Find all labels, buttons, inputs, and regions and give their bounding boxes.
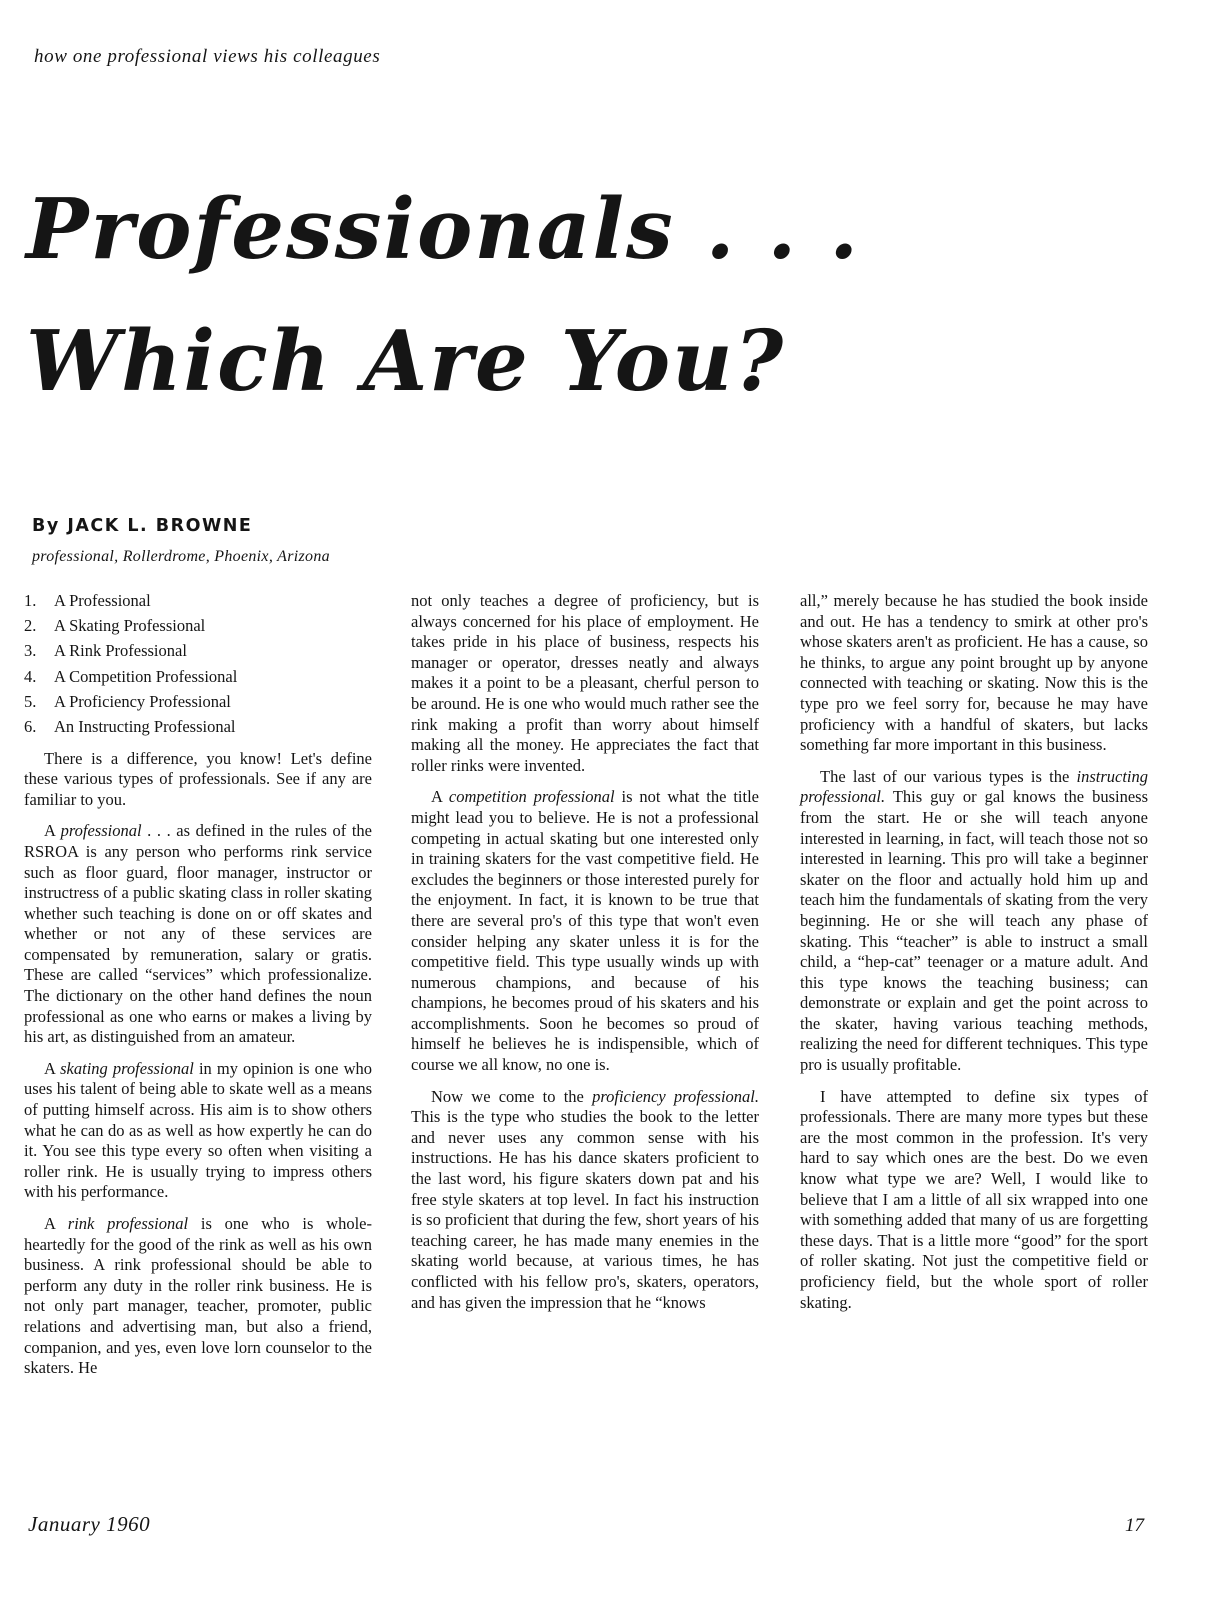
list-item: 6. An Instructing Professional — [24, 716, 236, 736]
column-1 — [24, 591, 372, 1390]
paragraph-proficiency-professional: Now we come to the proficiency professional. This is the type who studies the book to the letter and never uses any common sense with his instructions. He has his dance skaters proficient to the last word, his figure skaters down pat and his free style skaters at top level. In fact his instruction is so proficient that during the few, short years of his teaching career, he has made many enemies in the skating world because, at various times, he has conflicted with his fellow pro's, skaters, operators, and has given the impression that he “knows — [411, 1086, 759, 1312]
paragraph-conclusion: I have attempted to define six types of professionals. There are many more types but these are the most common in the profession. It's very hard to say which ones are the best. Do we even know what type we are? Well, I would like to believe that I am a little of all six wrapped into one with something added that many of us are forgetting these days. That is a little more “good” for the sport of roller skating. Not just the competitive field or proficiency field, but the whole sport of roller skating. — [800, 1086, 1148, 1312]
column-2 — [411, 591, 759, 1324]
column-3 — [800, 591, 1148, 1324]
issue-date: January 1960 — [28, 1512, 151, 1536]
list-item: 5. A Proficiency Professional — [24, 691, 231, 711]
list-item: 2. A Skating Professional — [24, 616, 206, 636]
list-item: 1. A Professional — [24, 591, 151, 610]
paragraph-instructing-professional: The last of our various types is the instructing professional. This guy or gal knows the business from the start. He or she will teach anyone interested in learning, in fact, will teach those not so interested in learning. This pro will take a beginner skater on the floor and actually hold him up and teach him the fundamentals of skating from the very beginning. He or she will teach any phase of skating. This “teacher” is able to instruct a small child, a “hep-cat” teenager or a mature adult. And this type knows the teaching business; can demonstrate or explain and get the point across to the skater, having various teaching methods, realizing the need for different techniques. This type pro is usually profitable. — [800, 766, 1148, 1075]
paragraph-professional: A professional . . . as defined in the rules of the RSROA is any person who performs rink service such as floor guard, floor manager, instructor or instructress of a public skating class in roller skating whether such teaching is done on or off skates and whether or not any of these services are compensated by remuneration, salary or gratis. These are called “services” which professionalize. The dictionary on the other hand defines the noun professional as one who earns or makes a living by his art, as distinguished from an amateur. — [24, 821, 372, 1047]
author-affiliation: professional, Rollerdrome, Phoenix, Arizona — [32, 548, 330, 565]
byline: By JACK L. BROWNE — [32, 516, 253, 536]
kicker: how one professional views his colleagues — [34, 46, 381, 67]
page-number: 17 — [1125, 1515, 1144, 1536]
list-item: 3. A Rink Professional — [24, 641, 187, 661]
title-line-1: Professionals . . . — [26, 180, 861, 278]
paragraph-rink-professional: A rink professional is one who is whole-heartedly for the good of the rink as well as his own business. A rink professional should be able to perform any duty in the roller rink business. He is not only part manager, teacher, promoter, public relations and advertising man, but also a friend, companion, and yes, even love lorn counselor to the skaters. He — [24, 1214, 372, 1378]
list-item: 4. A Competition Professional — [24, 666, 238, 686]
intro-paragraph: There is a difference, you know! Let's define these various types of professionals. See if any are familiar to you. — [24, 748, 372, 809]
paragraph-rink-continued: not only teaches a degree of proficiency, but is always concerned for his place of employment. He takes pride in his place of business, respects his manager or operator, dresses neatly and always makes it a point to be a pleasant, cherful person to be around. He is one who would much rather see the rink making a profit than worry about himself making all the money. He appreciates the fact that roller rinks were invented. — [411, 591, 759, 775]
paragraph-skating-professional: A skating professional in my opinion is one who uses his talent of being able to skate well as a means of putting himself across. His aim is to show others what he can do as as well as how expertly he can do it. You see this type every so often when visiting a roller rink. He is usually trying to impress others with his performance. — [24, 1058, 372, 1202]
title-line-2: Which Are You? — [26, 312, 786, 410]
paragraph-competition-professional: A competition professional is not what the title might lead you to believe. He is not a professional competing in actual skating but one interested only in training skaters for the vast competitive field. He excludes the beginners or those interested purely for the enjoyment. In fact, it is known to be true that there are several pro's of this type that won't even consider helping any skater unless it is for the competitive field. This type usually winds up with numerous champions, and because of his champions, he becomes proud of his skaters and his accomplishments. Soon he becomes so proud of himself he believes he is indispensible, which of course we all know, no one is. — [411, 787, 759, 1075]
types-list — [24, 591, 372, 738]
paragraph-proficiency-continued: all,” merely because he has studied the book inside and out. He has a tendency to smirk at other pro's whose skaters aren't as proficient. He has a cause, so he thinks, to argue any point brought up by anyone connected with teaching or skating. Now this is the type pro we feel sorry for, because he may have proficiency with a handful of skaters, but lacks something far more important in this business. — [800, 591, 1148, 755]
